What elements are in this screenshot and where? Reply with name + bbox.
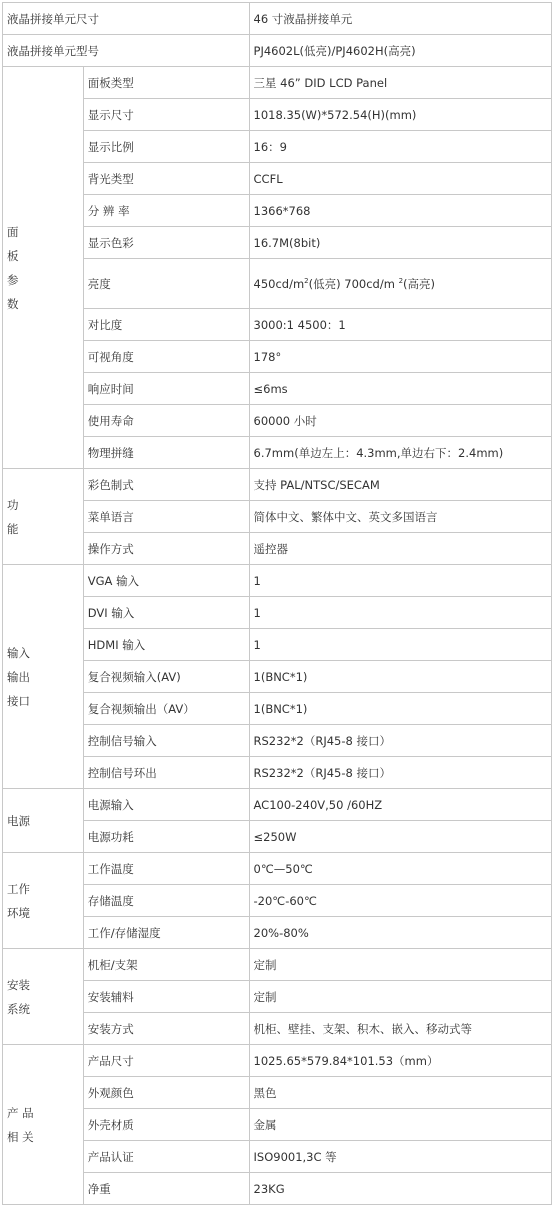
row-label: 电源功耗: [83, 821, 249, 853]
row-label: 显示色彩: [83, 227, 249, 259]
table-row: [3, 533, 552, 565]
group-label: 电源: [3, 789, 84, 853]
row-label: 背光类型: [83, 163, 249, 195]
row-value: 1018.35(W)*572.54(H)(mm): [249, 99, 551, 131]
row-label: 控制信号输入: [83, 725, 249, 757]
table-row: [3, 341, 552, 373]
row-value: 1: [249, 629, 551, 661]
table-row: [3, 67, 552, 99]
table-row: [3, 981, 552, 1013]
row-label: 工作温度: [83, 853, 249, 885]
table-row: [3, 949, 552, 981]
value-part: 450cd/m: [253, 276, 305, 291]
value-part: (高亮): [403, 276, 436, 291]
table-row: [3, 259, 552, 309]
group-label: 面 板 参 数: [3, 67, 84, 469]
table-row: [3, 469, 552, 501]
table-row: [3, 821, 552, 853]
row-label: 净重: [83, 1173, 249, 1205]
row-value: RS232*2（RJ45-8 接口）: [249, 757, 551, 789]
table-row: [3, 1141, 552, 1173]
row-value: ≤250W: [249, 821, 551, 853]
table-row: [3, 917, 552, 949]
row-label: 工作/存储湿度: [83, 917, 249, 949]
row-label: 机柜/支架: [83, 949, 249, 981]
table-row: [3, 309, 552, 341]
table-row: [3, 565, 552, 597]
table-row: [3, 693, 552, 725]
row-label: 产品尺寸: [83, 1045, 249, 1077]
row-label: 彩色制式: [83, 469, 249, 501]
row-label: DVI 输入: [83, 597, 249, 629]
row-value: 定制: [249, 949, 551, 981]
row-label: 菜单语言: [83, 501, 249, 533]
row-label: 存储温度: [83, 885, 249, 917]
row-value: 16：9: [249, 131, 551, 163]
row-value: 机柜、壁挂、支架、积木、嵌入、移动式等: [249, 1013, 551, 1045]
row-value: 三星 46” DID LCD Panel: [249, 67, 551, 99]
table-row: [3, 725, 552, 757]
row-value: 1(BNC*1): [249, 693, 551, 725]
spec-table: [2, 2, 552, 1205]
row-value: 3000:1 4500：1: [249, 309, 551, 341]
group-label: 输入 输出 接口: [3, 565, 84, 789]
row-label: 可视角度: [83, 341, 249, 373]
row-label: HDMI 输入: [83, 629, 249, 661]
table-row: [3, 405, 552, 437]
row-value: AC100-240V,50 /60HZ: [249, 789, 551, 821]
row-value: 23KG: [249, 1173, 551, 1205]
row-value: 1(BNC*1): [249, 661, 551, 693]
row-value: ISO9001,3C 等: [249, 1141, 551, 1173]
table-row: [3, 1109, 552, 1141]
table-row: [3, 227, 552, 259]
table-row: [3, 3, 552, 35]
row-value: 简体中文、繁体中文、英文多国语言: [249, 501, 551, 533]
row-value: ≤6ms: [249, 373, 551, 405]
row-value: RS232*2（RJ45-8 接口）: [249, 725, 551, 757]
row-label: 外壳材质: [83, 1109, 249, 1141]
group-label: 安装 系统: [3, 949, 84, 1045]
table-row: [3, 757, 552, 789]
row-label: 液晶拼接单元尺寸: [3, 3, 250, 35]
row-value: 60000 小时: [249, 405, 551, 437]
row-value: 遥控器: [249, 533, 551, 565]
row-value: 46 寸液晶拼接单元: [249, 3, 551, 35]
row-label: 使用寿命: [83, 405, 249, 437]
row-label: 显示比例: [83, 131, 249, 163]
table-row: [3, 131, 552, 163]
table-row: [3, 1045, 552, 1077]
row-value: PJ4602L(低亮)/PJ4602H(高亮): [249, 35, 551, 67]
row-label: 外观颜色: [83, 1077, 249, 1109]
table-row: [3, 1173, 552, 1205]
table-row: [3, 661, 552, 693]
table-row: [3, 853, 552, 885]
spec-table-body: [3, 3, 552, 1205]
table-row: [3, 1077, 552, 1109]
table-row: [3, 195, 552, 227]
table-row: [3, 35, 552, 67]
table-row: [3, 437, 552, 469]
row-value: 0℃—50℃: [249, 853, 551, 885]
table-row: [3, 789, 552, 821]
row-value: 支持 PAL/NTSC/SECAM: [249, 469, 551, 501]
row-label: 面板类型: [83, 67, 249, 99]
row-label: 操作方式: [83, 533, 249, 565]
row-label: 响应时间: [83, 373, 249, 405]
row-label: 液晶拼接单元型号: [3, 35, 250, 67]
table-row: [3, 373, 552, 405]
row-value: 1025.65*579.84*101.53（mm）: [249, 1045, 551, 1077]
table-row: [3, 99, 552, 131]
row-value: 1366*768: [249, 195, 551, 227]
row-value: 1: [249, 565, 551, 597]
table-row: [3, 885, 552, 917]
row-label: 控制信号环出: [83, 757, 249, 789]
table-row: [3, 597, 552, 629]
group-label: 工作 环境: [3, 853, 84, 949]
row-value: 20%-80%: [249, 917, 551, 949]
table-row: [3, 501, 552, 533]
row-value: -20℃-60℃: [249, 885, 551, 917]
row-label: 显示尺寸: [83, 99, 249, 131]
row-value: 定制: [249, 981, 551, 1013]
value-part: (低亮) 700cd/m: [308, 276, 399, 291]
row-label: 对比度: [83, 309, 249, 341]
row-label: 安装方式: [83, 1013, 249, 1045]
row-value: 黑色: [249, 1077, 551, 1109]
row-value: 6.7mm(单边左上：4.3mm,单边右下：2.4mm): [249, 437, 551, 469]
row-label: 产品认证: [83, 1141, 249, 1173]
row-label: 安装辅料: [83, 981, 249, 1013]
row-label: 亮度: [83, 259, 249, 309]
table-row: [3, 163, 552, 195]
table-row: [3, 1013, 552, 1045]
row-value: 16.7M(8bit): [249, 227, 551, 259]
row-label: 分 辨 率: [83, 195, 249, 227]
unit-superscript: 2: [304, 276, 309, 285]
row-value: 1: [249, 597, 551, 629]
unit-superscript: 2: [398, 276, 404, 285]
table-row: [3, 629, 552, 661]
row-value: 金属: [249, 1109, 551, 1141]
row-label: 电源输入: [83, 789, 249, 821]
row-label: VGA 输入: [83, 565, 249, 597]
group-label: 功 能: [3, 469, 84, 565]
row-label: 复合视频输出（AV）: [83, 693, 249, 725]
row-label: 物理拼缝: [83, 437, 249, 469]
row-label: 复合视频输入(AV): [83, 661, 249, 693]
row-value: [249, 259, 551, 309]
row-value: 178°: [249, 341, 551, 373]
row-value: CCFL: [249, 163, 551, 195]
group-label: 产 品 相 关: [3, 1045, 84, 1205]
